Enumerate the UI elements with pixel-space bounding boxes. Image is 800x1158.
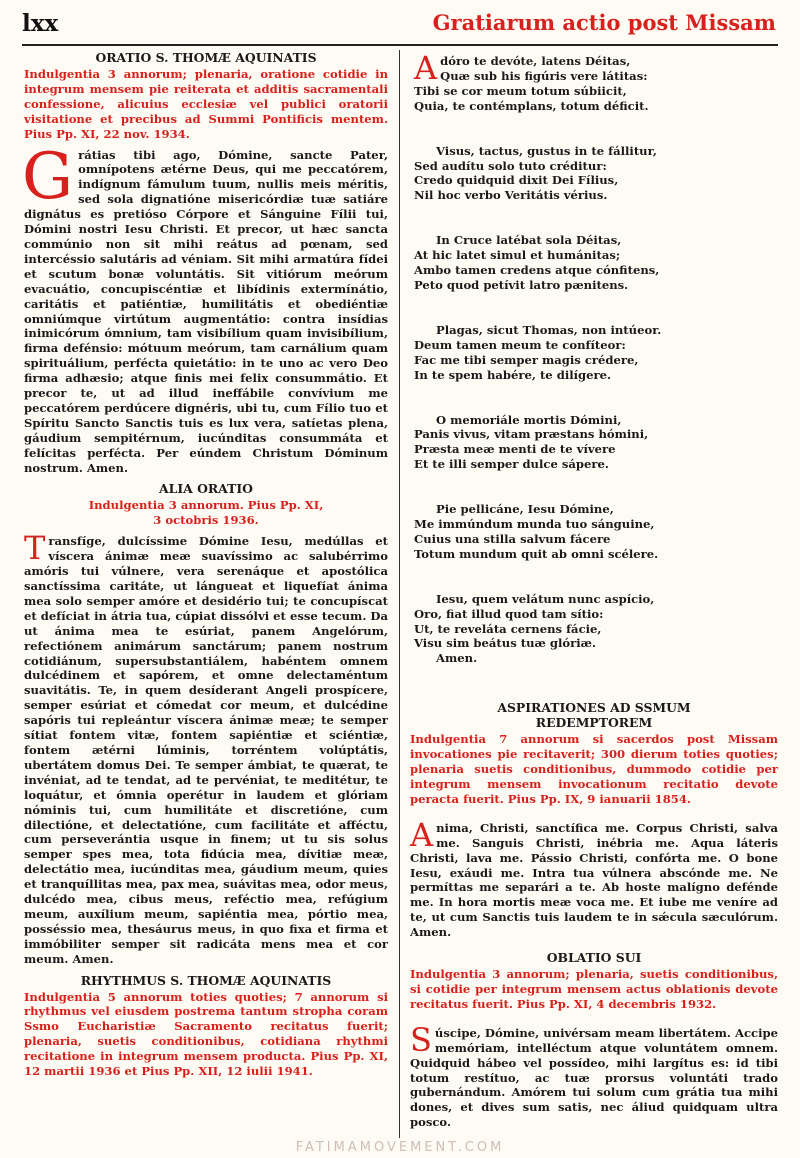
hymn-line: Visus, tactus, gustus in te fállitur, (436, 143, 657, 158)
drop-cap-initial: S (410, 1020, 432, 1059)
right-column (410, 50, 778, 1130)
hymn-line: Cuius una stilla salvum fácere (414, 531, 611, 546)
indulgence-note: Indulgentia 7 annorum si sacerdos post Missam invocationes pie recitaverit; 300 dierum toties quoties; plenaria suetis conditionibus, dummodo cotidie per integrum mensem invocationum recitatio devote peracta fuerit. Pius Pp. IX, 9 ianuarii 1854. (410, 732, 778, 806)
section-heading: ALIA ORATIO (159, 481, 253, 497)
hymn-line: Præsta meæ menti de te vívere (414, 442, 616, 457)
section-heading-line2: REDEMPTOREM (535, 715, 653, 731)
hymn-stanza (414, 592, 778, 667)
hymn-line: Deum tamen meum te confíteor: (414, 337, 626, 352)
header-rule (22, 44, 778, 46)
prayer-body: rátias tibi ago, Dómine, sancte Pater, omnípotens ætérne Deus, qui me peccatórem, indígnum fámulum tuum, nullis meis méritis, sed sola dignatióne misericórdiæ tuæ satiáre dignátus es pretióso Córpore et Sánguine Fílii tui, Dómini nostri Iesu Christi. Et precor, ut hæc sancta commúnio non sit mihi reátus ad pœnam, sed intercéssio salutáris ad véniam. Sit mihi armatúra fídei et scutum bonæ voluntátis. Sit vitiórum meórum evacuátio, concupiscéntiæ et libídinis extermínátio, caritátis et patiéntiæ, humilitátis et obediéntiæ omniúmque virtútum augmentátio: contra insídias inimicórum ómnium, tam visibílium quam invisibílium, firma defénsio: mótuum meórum, tam carnálium quam spirituálium, perfécta quietátio: in te uno ac vero Deo firma adhæsio; atque finis mei felix consummátio. Et precor te, ut ad illud ineffábile convívium me peccatórem perdúcere dignéris, ubi tu, cum Fílio tuo et Spíritu Sancto Sanctis tuis es lux vera, satíetas plena, gáudium sempitérnum, iucúnditas consummáta et felícitas perfécta. Per eúndem Christum Dóminum nostrum. Amen. (24, 147, 388, 475)
hymn-line: Credo quidquid dixit Dei Fílius, (414, 173, 619, 188)
adoro-te-hymn (410, 49, 778, 666)
hymn-line: Quia, te contémplans, totum déficit. (414, 98, 649, 113)
hymn-stanza (414, 502, 778, 562)
drop-cap-initial: T (24, 529, 46, 568)
hymn-amen: Amen. (436, 651, 478, 666)
hymn-line: Et te illi semper dulce sápere. (414, 457, 609, 472)
hymn-line: Oro, fiat illud quod tam sítio: (414, 606, 604, 621)
hymn-line: Fac me tibi semper magis crédere, (414, 352, 639, 367)
hymn-line: In te spem habére, te dilígere. (414, 367, 612, 382)
drop-cap-initial: A (414, 49, 438, 87)
hymn-line: Iesu, quem velátum nunc aspício, (436, 591, 655, 606)
prayer-text (22, 139, 388, 476)
hymn-line: Visu sim beátus tuæ glóriæ. (414, 636, 596, 651)
prayer-text (410, 1020, 778, 1130)
indulgence-note: Indulgentia 3 annorum; plenaria, suetis conditionibus, si cotidie per integrum mensem actus oblationis devote recitatus fuerit. Pius Pp. XI, 4 decembris 1932. (410, 967, 778, 1011)
hymn-line: Quæ sub his figúris vere látitas: (440, 68, 648, 83)
hymn-line: Pie pellicáne, Iesu Dómine, (436, 502, 614, 517)
prayer-body: ransfíge, dulcíssime Dómine Iesu, medúllas et víscera ánimæ meæ suavíssimo ac salubérrimo amóris tui vúlnere, vera serenáque et apostólica sanctíssima caritáte, ut lángueat et liquefíat ánima mea solo semper amóre et desidério tui; te concupíscat et defíciat in átria tua, cúpiat dissólvi et esse tecum. Da ut ánima mea te esúriat, panem Angelórum, refectiónem animárum sanctárum; panem nostrum cotidiánum, supersubstantiálem, habéntem omnem dulcédinem et sapórem, et omne delectaméntum suavitátis. Te, in quem desíderant Angeli prospícere, semper esúriat et cómedat cor meum, et dulcédine sapóris tui repleántur víscera ánimæ meæ; te semper sítiat fontem vitæ, fontem sapiéntiæ et sciéntiæ, fontem ætérni lúminis, torréntem volúptátis, ubertátem domus Dei. Te semper ámbiat, te quærat, te invéniat, ad te tendat, ad te pervéniat, te meditétur, te loquátur, et ómnia operétur in laudem et glóriam nóminis tui, cum humilitáte et discretióne, cum dilectióne, et delectatióne, cum facilitáte et afféctu, cum perseverántia usque in finem; ut tu sis solus semper spes mea, tota fidúcia mea, dívitiæ meæ, delectátio mea, iucúnditas mea, gáudium meum, quies et tranquíllitas mea, pax mea, suávitas mea, odor meus, dulcédo mea, cibus meus, reféctio mea, refúgium meum, auxílium meum, sapiéntia mea, pórtio mea, posséssio mea, thesáurus meus, in quo fixa et firma et immóbiliter semper sit radicáta mens mea et cor meum. Amen. (24, 534, 388, 966)
hymn-stanza (414, 144, 778, 204)
prayer-text (24, 529, 388, 966)
hymn-line: In Cruce latébat sola Déitas, (436, 233, 622, 248)
prayer-text (410, 815, 778, 940)
hymn-line: Tibi se cor meum totum súbiicit, (414, 83, 627, 98)
prayer-body: úscipe, Dómine, univérsam meam libertátem. Accipe memóriam, intelléctum atque voluntátem omnem. Quidquid hábeo vel possídeo, mihi largítus es: id tibi totum restítuo, ac tuæ prorsus voluntáti trado gubernándum. Amórem tui solum cum grátia tua mihi dones, et dives sum satis, nec áliud quidquam ultra posco. (410, 1025, 778, 1130)
indulgence-line: Indulgentia 3 annorum. Pius Pp. XI, (88, 498, 324, 513)
hymn-line: Peto quod petívit latro pænitens. (414, 277, 629, 292)
section-heading: ASPIRATIONES AD SSMUM (497, 700, 691, 716)
section-heading: ORATIO S. THOMÆ AQUINATIS (95, 50, 317, 65)
hymn-stanza (414, 323, 778, 383)
aspirationes-section (410, 700, 778, 940)
section-heading: RHYTHMUS S. THOMÆ AQUINATIS (80, 972, 332, 988)
hymn-line: Sed audítu solo tuto créditur: (414, 158, 607, 173)
hymn-stanza (414, 49, 778, 114)
rhythmus-section (24, 973, 388, 1079)
hymn-line: Me immúndum munda tuo sánguine, (414, 517, 655, 532)
drop-cap-initial: G (22, 139, 74, 214)
left-column (24, 50, 388, 1085)
drop-cap-initial: A (410, 815, 434, 854)
hymn-line: Nil hoc verbo Veritátis vérius. (414, 188, 608, 203)
hymn-line: Adóro te devóte, latens Déitas, (414, 49, 631, 87)
running-title: Gratiarum actio post Missam (432, 10, 776, 35)
hymn-stanza (414, 413, 778, 473)
section-heading: OBLATIO SUI (546, 950, 642, 966)
hymn-line: Ambo tamen credens atque cónfitens, (414, 263, 660, 278)
column-divider (399, 50, 400, 1138)
oratio-thomae-section (24, 50, 388, 475)
hymn-line: O memoriále mortis Dómini, (436, 412, 622, 427)
watermark: FATIMAMOVEMENT.COM (295, 1140, 505, 1155)
oblatio-section (410, 950, 778, 1130)
hymn-line: Plagas, sicut Thomas, non intúeor. (436, 322, 662, 337)
page-header (22, 8, 778, 48)
indulgence-note: Indulgentia 5 annorum toties quoties; 7 annorum si rhythmus vel eiusdem postrema tantum stropha coram Ssmo Eucharistiæ Sacramento recitatus fuerit; plenaria, suetis conditionibus, cotidiana rhythmi recitatione in integrum mensem producta. Pius Pp. XI, 12 martii 1936 et Pius Pp. XII, 12 iulii 1941. (24, 989, 388, 1079)
hymn-stanza (414, 233, 778, 293)
hymn-line: At hic latet simul et humánitas; (414, 248, 621, 263)
hymn-line: Panis vivus, vitam præstans hómini, (414, 427, 649, 442)
hymn-line: Ut, te reveláta cernens fácie, (414, 621, 602, 636)
indulgence-note (24, 498, 388, 528)
prayer-body: nima, Christi, sanctífica me. Corpus Christi, salva me. Sanguis Christi, inébria me. Aqua láteris Christi, lava me. Pássio Christi, confórta me. O bone Iesu, exáudi me. Intra tua vúlnera abscónde me. Ne permíttas me separári a te. Ab hoste malígno defénde me. In hora mortis meæ voca me. Et iube me veníre ad te, ut cum Sanctis tuis laudem te in sǽcula sæculórum. Amen. (410, 820, 778, 940)
page-number: lxx (22, 10, 59, 37)
indulgence-note: Indulgentia 3 annorum; plenaria, oratione cotidie in integrum mensem pie reiterata et additis sacramentali confessione, alicuius ecclesiæ vel publici oratorii visitatione et precibus ad Summi Pontificis mentem. Pius Pp. XI, 22 nov. 1934. (24, 67, 388, 141)
hymn-line: Totum mundum quit ab omni scélere. (414, 546, 659, 561)
alia-oratio-section (24, 481, 388, 966)
indulgence-line: 3 octobris 1936. (153, 513, 259, 528)
